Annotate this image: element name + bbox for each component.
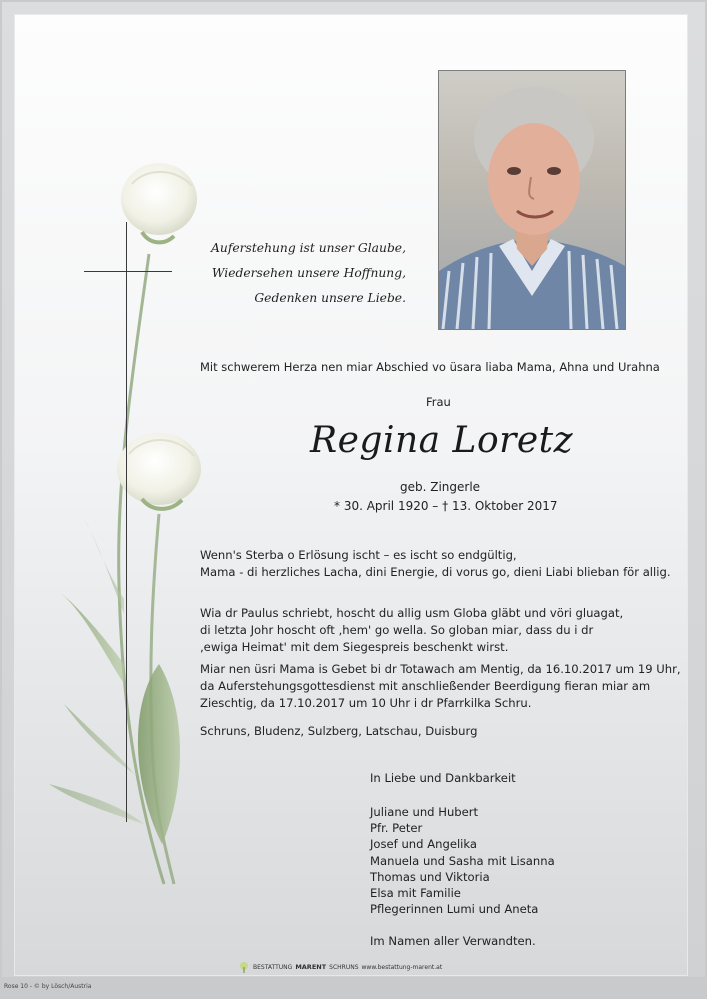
paragraph-line: da Auferstehungsgottesdienst mit anschließender Beerdigung fieran miar am bbox=[200, 679, 651, 693]
salutation: Frau bbox=[426, 395, 451, 409]
intro-text: Mit schwerem Herza nen miar Abschied vo üsara liaba Mama, Ahna und Urahna bbox=[200, 360, 660, 374]
closing-line: Im Namen aller Verwandten. bbox=[370, 934, 536, 948]
paragraph-line: Zieschtig, da 17.10.2017 um 10 Uhr i dr Pfarrkilka Schru. bbox=[200, 696, 532, 710]
paragraph-places bbox=[200, 723, 477, 740]
portrait-photo bbox=[438, 70, 626, 330]
paragraph-line: Wia dr Paulus schriebt, hoscht du allig usm Globa gläbt und vöri gluagat, bbox=[200, 606, 624, 620]
paragraph-line: ‚ewiga Heimat' mit dem Siegespreis beschenkt wirst. bbox=[200, 640, 509, 654]
mourner: Manuela und Sasha mit Lisanna bbox=[370, 853, 555, 868]
verse-line: Gedenken unsere Liebe. bbox=[254, 291, 406, 305]
portrait-image bbox=[439, 71, 625, 329]
rose-logo-icon bbox=[238, 961, 250, 973]
paragraph-line: Miar nen üsri Mama is Gebet bi dr Totawach am Mentig, da 16.10.2017 um 19 Uhr, bbox=[200, 662, 681, 676]
mourner: Pflegerinnen Lumi und Aneta bbox=[370, 902, 539, 917]
paragraph-line: Mama - di herzliches Lacha, dini Energie, di vorus go, dieni Liabi blieban för allig. bbox=[200, 565, 671, 579]
life-dates: * 30. April 1920 – † 13. Oktober 2017 bbox=[334, 499, 558, 513]
cross-horizontal bbox=[84, 271, 172, 272]
mourner: Josef und Angelika bbox=[370, 837, 478, 852]
footer-brand: MARENT bbox=[295, 963, 327, 971]
image-credit: Rose 10 - © by Lösch/Austria bbox=[4, 983, 92, 990]
paragraph-service bbox=[200, 661, 681, 712]
paragraph-line: Wenn's Sterba o Erlösung ischt – es ischt so endgültig, bbox=[200, 548, 517, 562]
mourner: Thomas und Viktoria bbox=[370, 869, 490, 884]
deceased-name: Regina Loretz bbox=[310, 420, 574, 461]
verse-line: Auferstehung ist unser Glaube, bbox=[211, 241, 406, 255]
mourner: Pfr. Peter bbox=[370, 821, 423, 836]
mourners-list bbox=[370, 804, 555, 917]
footer-prefix: BESTATTUNG bbox=[253, 963, 293, 971]
footer-town: SCHRUNS bbox=[329, 963, 359, 971]
rose-illustration bbox=[24, 144, 214, 904]
paragraph-line: Schruns, Bludenz, Sulzberg, Latschau, Duisburg bbox=[200, 724, 478, 738]
obituary-card bbox=[14, 14, 688, 976]
cross-vertical bbox=[126, 222, 127, 822]
paragraph-farewell bbox=[200, 547, 671, 581]
verse-line: Wiedersehen unsere Hoffnung, bbox=[211, 266, 406, 280]
mourner: Elsa mit Familie bbox=[370, 886, 461, 901]
funeral-home-footer bbox=[238, 961, 442, 973]
paragraph-line: di letzta Johr hoscht oft ‚hem' go wella. So globan miar, dass du i dr bbox=[200, 623, 594, 637]
footer-url: www.bestattung-marent.at bbox=[361, 963, 443, 971]
verse-block bbox=[194, 236, 406, 311]
paragraph-faith bbox=[200, 605, 623, 656]
mourner: Juliane und Hubert bbox=[370, 805, 479, 819]
birth-name: geb. Zingerle bbox=[400, 480, 481, 494]
thanks-line: In Liebe und Dankbarkeit bbox=[370, 771, 516, 785]
